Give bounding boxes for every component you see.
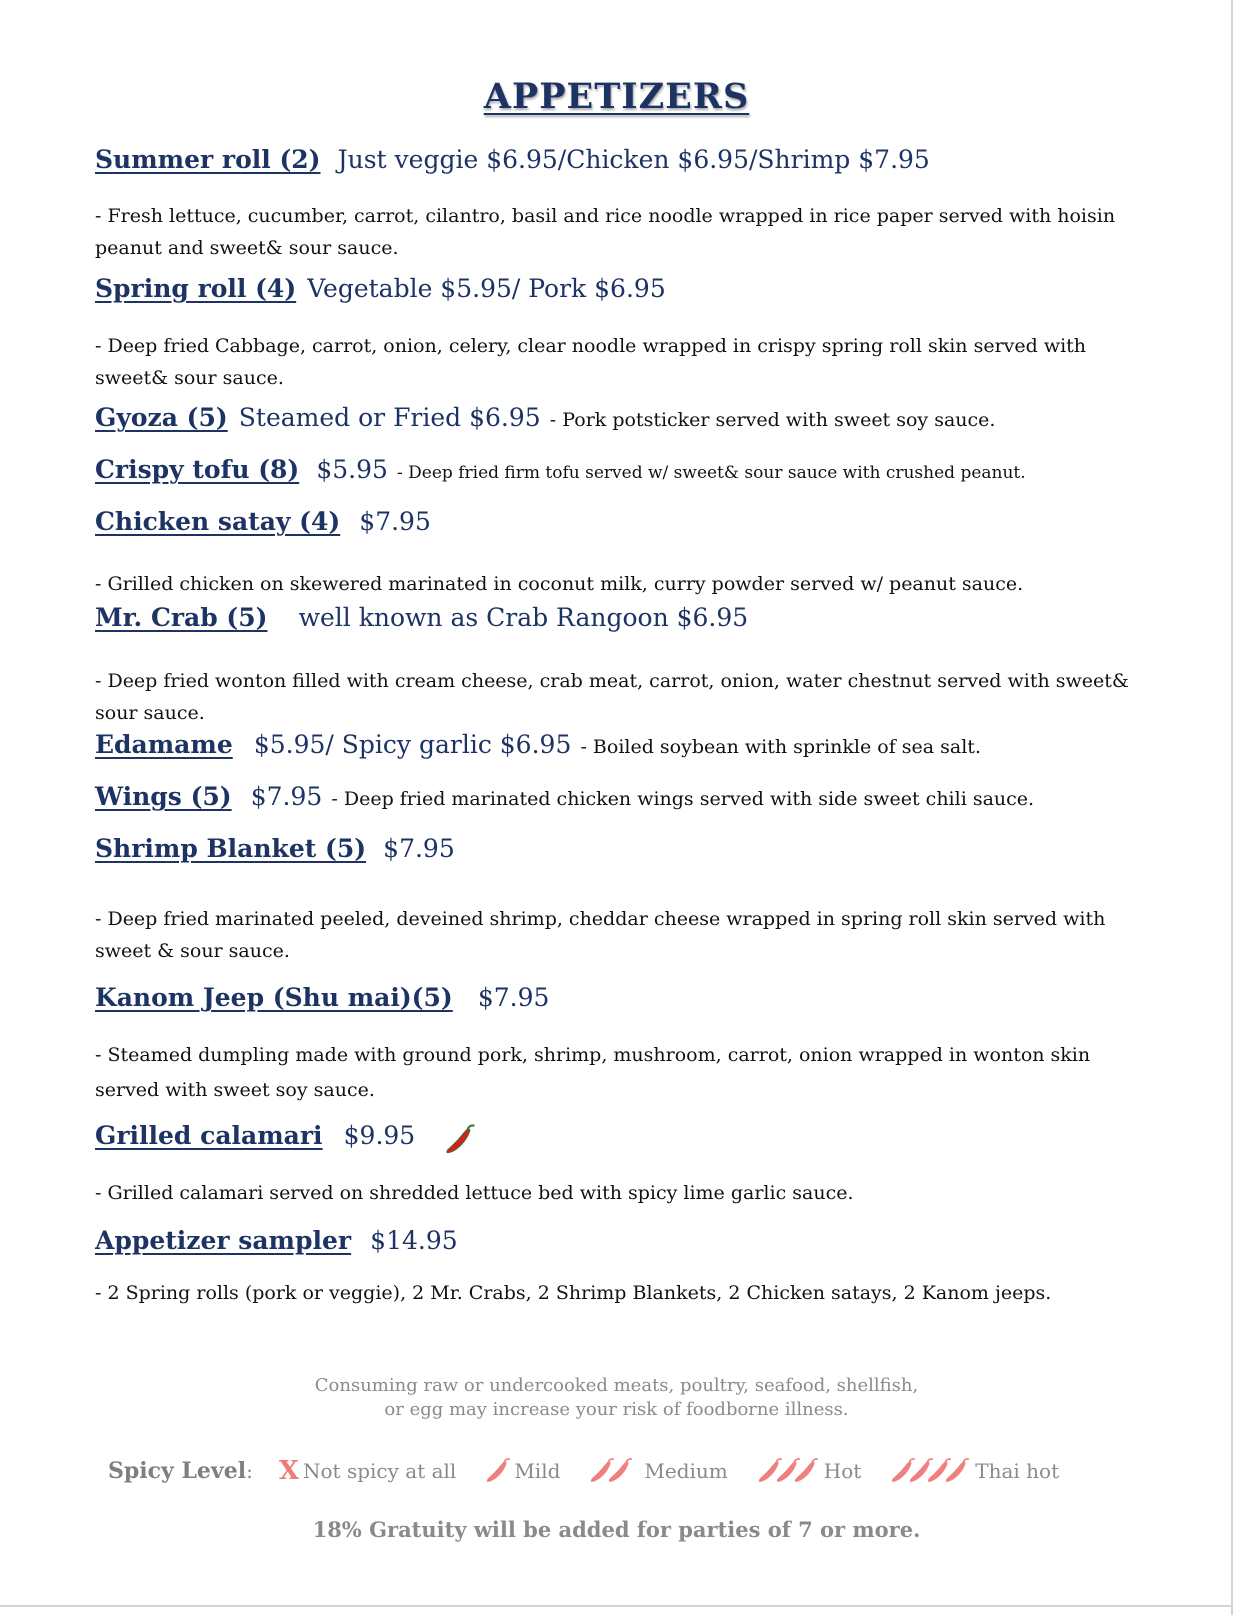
item-name: Kanom Jeep (Shu mai)(5) xyxy=(95,983,453,1012)
gratuity-notice: 18% Gratuity will be added for parties of 7 or more. xyxy=(312,1517,921,1542)
menu-item-kanom-jeep xyxy=(95,983,549,1012)
item-price: $5.95/ Spicy garlic $6.95 xyxy=(253,730,572,759)
item-price: $7.95 xyxy=(250,782,323,811)
item-price: $9.95 xyxy=(343,1121,416,1150)
menu-item-shrimp-blanket xyxy=(95,834,455,863)
spicy-level-text: Not spicy at all xyxy=(303,1459,457,1483)
item-price: $5.95 xyxy=(316,455,388,484)
chili-pepper-icon xyxy=(887,1457,975,1485)
item-name: Edamame xyxy=(95,730,233,759)
item-name: Crispy tofu (8) xyxy=(95,455,300,484)
spicy-level-text: Hot xyxy=(823,1459,862,1483)
menu-item-gyoza xyxy=(95,403,995,432)
spicy-level-text: Mild xyxy=(514,1459,561,1483)
item-description: - Pork potsticker served with sweet soy sauce. xyxy=(549,409,996,431)
food-safety-warning xyxy=(0,1374,1233,1422)
menu-item-mr-crab xyxy=(95,603,748,632)
item-name: Chicken satay (4) xyxy=(95,507,341,536)
item-price: Just veggie $6.95/Chicken $6.95/Shrimp $7.95 xyxy=(337,145,930,174)
item-description: - Fresh lettuce, cucumber, carrot, cilantro, basil and rice noodle wrapped in rice paper served with hoisin peanut and sweet& sour sauce. xyxy=(95,205,1116,259)
warning-line: Consuming raw or undercooked meats, poultry, seafood, shellfish, xyxy=(314,1375,919,1396)
spicy-level-medium xyxy=(586,1457,727,1485)
item-price: $7.95 xyxy=(477,983,550,1012)
spicy-level-colon: : xyxy=(246,1459,253,1483)
item-name: Spring roll (4) xyxy=(95,274,297,303)
item-price: $14.95 xyxy=(370,1226,458,1255)
spicy-level-thai-hot xyxy=(887,1457,1059,1485)
menu-item-grilled-calamari xyxy=(95,1121,478,1157)
item-name: Wings (5) xyxy=(95,782,232,811)
item-name: Grilled calamari xyxy=(95,1121,323,1150)
menu-item-chicken-satay xyxy=(95,507,431,536)
spicy-level-hot xyxy=(754,1457,862,1485)
page-title: APPETIZERS xyxy=(483,76,750,117)
spicy-level-legend xyxy=(108,1454,1085,1488)
menu-item-spring-roll xyxy=(95,274,666,303)
item-name: Shrimp Blanket (5) xyxy=(95,834,367,863)
menu-item-wings xyxy=(95,782,1034,811)
item-description: - Grilled chicken on skewered marinated in coconut milk, curry powder served w/ peanut sauce. xyxy=(95,573,1024,595)
menu-item-crispy-tofu xyxy=(95,455,1026,484)
item-price: Vegetable $5.95/ Pork $6.95 xyxy=(307,274,666,303)
item-description: - Deep fried wonton filled with cream cheese, crab meat, carrot, onion, water chestnut served with sweet& sour sauce. xyxy=(95,670,1129,724)
item-price: well known as Crab Rangoon $6.95 xyxy=(298,603,749,632)
item-name: Summer roll (2) xyxy=(95,145,321,174)
red-chili-pepper-icon xyxy=(442,1123,478,1157)
spicy-level-mild xyxy=(482,1457,560,1485)
item-description: - Deep fried marinated peeled, deveined shrimp, cheddar cheese wrapped in spring roll skin served with sweet & sour sauce. xyxy=(95,908,1106,962)
item-description: - Deep fried Cabbage, carrot, onion, celery, clear noodle wrapped in crispy spring roll skin served with sweet& sour sauce. xyxy=(95,335,1087,389)
page-edge xyxy=(0,1605,1233,1607)
item-description: - Deep fried firm tofu served w/ sweet& sour sauce with crushed peanut. xyxy=(397,463,1026,483)
item-price: Steamed or Fried $6.95 xyxy=(238,403,541,432)
spicy-level-text: Thai hot xyxy=(975,1459,1060,1483)
item-price: $7.95 xyxy=(383,834,455,863)
item-name: Gyoza (5) xyxy=(95,403,228,432)
item-description: - Deep fried marinated chicken wings served with side sweet chili sauce. xyxy=(331,788,1035,810)
warning-line: or egg may increase your risk of foodborne illness. xyxy=(384,1399,849,1420)
spicy-level-none xyxy=(279,1456,456,1486)
menu-item-edamame xyxy=(95,730,981,759)
item-description: - Boiled soybean with sprinkle of sea salt. xyxy=(580,736,981,758)
menu-item-summer-roll xyxy=(95,145,930,174)
item-name: Mr. Crab (5) xyxy=(95,603,268,632)
spicy-level-text: Medium xyxy=(644,1459,728,1483)
item-description: - Steamed dumpling made with ground pork, shrimp, mushroom, carrot, onion wrapped in wonton skin served with sweet soy sauce. xyxy=(95,1044,1091,1101)
item-description: - Grilled calamari served on shredded lettuce bed with spicy lime garlic sauce. xyxy=(95,1182,854,1204)
chili-pepper-icon xyxy=(586,1457,638,1485)
item-name: Appetizer sampler xyxy=(95,1226,352,1255)
chili-pepper-icon xyxy=(754,1457,824,1485)
item-price: $7.95 xyxy=(359,507,431,536)
item-description: - 2 Spring rolls (pork or veggie), 2 Mr. Crabs, 2 Shrimp Blankets, 2 Chicken satays, 2 Kanom jeeps. xyxy=(95,1282,1052,1304)
x-mark-icon: X xyxy=(278,1456,300,1486)
menu-item-appetizer-sampler xyxy=(95,1226,458,1255)
spicy-level-label: Spicy Level xyxy=(108,1458,247,1484)
chili-pepper-icon xyxy=(482,1457,514,1485)
